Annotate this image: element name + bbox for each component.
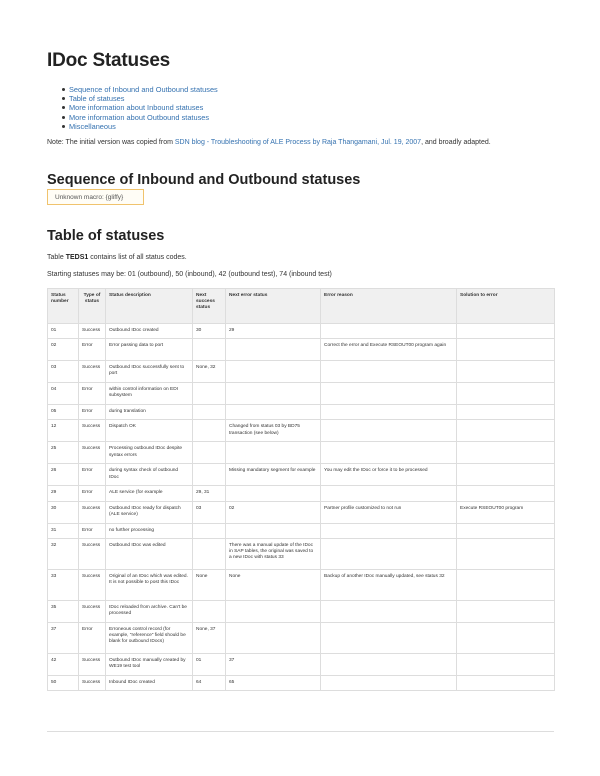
- col-error-reason-cell: [321, 361, 457, 383]
- col-error-reason-cell: [321, 486, 457, 501]
- col-next-success-cell: [193, 464, 226, 486]
- col-status-number-cell: 35: [48, 600, 79, 622]
- col-solution-cell: [457, 538, 555, 569]
- col-next-error-header: Next error status: [226, 289, 321, 324]
- col-error-reason-cell: [321, 523, 457, 538]
- col-type-cell: Error: [79, 523, 106, 538]
- col-description-cell: Dispatch OK: [106, 420, 193, 442]
- col-description-cell: Inbound IDoc created: [106, 675, 193, 690]
- col-next-error-cell: [226, 622, 321, 653]
- col-solution-cell: [457, 675, 555, 690]
- toc-item: [69, 113, 218, 122]
- col-solution-cell: [457, 361, 555, 383]
- table-row: [48, 420, 555, 442]
- col-solution-cell: [457, 339, 555, 361]
- col-error-reason-cell: [321, 420, 457, 442]
- col-description-cell: during translation: [106, 405, 193, 420]
- section-heading-sequence: Sequence of Inbound and Outbound statuses: [47, 172, 361, 188]
- col-status-number-cell: 25: [48, 442, 79, 464]
- table-body: [48, 324, 555, 691]
- col-next-error-cell: [226, 442, 321, 464]
- col-next-error-cell: 37: [226, 653, 321, 675]
- col-status-number-cell: 02: [48, 339, 79, 361]
- col-error-reason-cell: [321, 653, 457, 675]
- col-status-number-header: Status number: [48, 289, 79, 324]
- toc-item: [69, 94, 218, 103]
- col-next-error-cell: [226, 486, 321, 501]
- col-solution-cell: [457, 486, 555, 501]
- col-type-cell: Success: [79, 361, 106, 383]
- col-solution-header: Solution to error: [457, 289, 555, 324]
- col-next-success-cell: 64: [193, 675, 226, 690]
- table-row: [48, 486, 555, 501]
- col-type-cell: Error: [79, 383, 106, 405]
- table-row: [48, 361, 555, 383]
- toc-link-outbound[interactable]: More information about Outbound statuses: [69, 112, 210, 122]
- table-row: [48, 501, 555, 523]
- col-solution-cell: Execute RSEOUT00 program: [457, 501, 555, 523]
- col-next-error-cell: [226, 383, 321, 405]
- col-type-header: Type of status: [79, 289, 106, 324]
- col-next-success-cell: 29, 31: [193, 486, 226, 501]
- table-row: [48, 383, 555, 405]
- col-solution-cell: [457, 420, 555, 442]
- col-status-number-cell: 05: [48, 405, 79, 420]
- col-status-number-cell: 26: [48, 464, 79, 486]
- col-next-success-cell: [193, 405, 226, 420]
- toc-link-inbound[interactable]: More information about Inbound statuses: [69, 103, 204, 113]
- table-row: [48, 653, 555, 675]
- col-type-cell: Error: [79, 339, 106, 361]
- col-next-success-cell: None: [193, 569, 226, 600]
- col-description-cell: ALE service (for example: [106, 486, 193, 501]
- col-solution-cell: [457, 324, 555, 339]
- source-note: [47, 139, 491, 146]
- col-next-success-cell: [193, 600, 226, 622]
- col-error-reason-cell: [321, 442, 457, 464]
- col-description-cell: Erroneous control record (for example, "reference" field should be blank for outbound IDocs): [106, 622, 193, 653]
- col-description-cell: Outbound IDoc ready for dispatch (ALE service): [106, 501, 193, 523]
- col-description-cell: Error passing data to port: [106, 339, 193, 361]
- col-solution-cell: [457, 569, 555, 600]
- col-description-cell: IDoc reloaded from archive. Can't be processed: [106, 600, 193, 622]
- table-row: [48, 523, 555, 538]
- col-next-success-cell: [193, 538, 226, 569]
- table-intro: Table TEDS1 contains list of all status codes.: [47, 254, 187, 261]
- col-next-success-cell: [193, 383, 226, 405]
- col-status-number-cell: 03: [48, 361, 79, 383]
- col-next-error-cell: Changed from status 03 by BD75 transaction (see below): [226, 420, 321, 442]
- table-row: [48, 600, 555, 622]
- col-solution-cell: [457, 405, 555, 420]
- col-error-reason-cell: [321, 405, 457, 420]
- col-next-error-cell: [226, 405, 321, 420]
- note-suffix: , and broadly adapted.: [421, 139, 491, 146]
- col-status-number-cell: 37: [48, 622, 79, 653]
- col-description-cell: during syntax check of outbound IDoc: [106, 464, 193, 486]
- col-solution-cell: [457, 600, 555, 622]
- col-description-cell: Outbound IDoc created: [106, 324, 193, 339]
- col-description-header: Status description: [106, 289, 193, 324]
- table-row: [48, 464, 555, 486]
- col-next-success-cell: 01: [193, 653, 226, 675]
- table-row: [48, 442, 555, 464]
- col-status-number-cell: 29: [48, 486, 79, 501]
- table-row: [48, 622, 555, 653]
- col-status-number-cell: 50: [48, 675, 79, 690]
- col-next-error-cell: 65: [226, 675, 321, 690]
- toc-item: [69, 85, 218, 94]
- col-type-cell: Success: [79, 675, 106, 690]
- toc-item: [69, 103, 218, 112]
- table-row: [48, 405, 555, 420]
- table-row: [48, 569, 555, 600]
- table-row: [48, 538, 555, 569]
- col-solution-cell: [457, 442, 555, 464]
- col-type-cell: Success: [79, 538, 106, 569]
- col-description-cell: Outbound IDoc manually created by WE19 test tool: [106, 653, 193, 675]
- col-next-success-cell: [193, 523, 226, 538]
- unknown-macro-box: Unknown macro: {gliffy}: [47, 189, 144, 205]
- col-solution-cell: [457, 653, 555, 675]
- col-type-cell: Success: [79, 442, 106, 464]
- sdn-blog-link[interactable]: SDN blog - Troubleshooting of ALE Process by Raja Thangamani, Jul. 19, 2007: [174, 139, 422, 146]
- toc-link-sequence[interactable]: Sequence of Inbound and Outbound statuses: [69, 85, 218, 94]
- table-row: [48, 675, 555, 690]
- col-solution-cell: [457, 622, 555, 653]
- starting-statuses: Starting statuses may be: 01 (outbound), 50 (inbound), 42 (outbound test), 74 (inbound test): [47, 271, 332, 278]
- table-row: [48, 339, 555, 361]
- col-status-number-cell: 12: [48, 420, 79, 442]
- col-next-success-cell: 30: [193, 324, 226, 339]
- col-next-success-header: Next success status: [193, 289, 226, 324]
- col-next-success-cell: None, 37: [193, 622, 226, 653]
- col-next-error-cell: [226, 600, 321, 622]
- col-description-cell: Original of an IDoc which was edited. It is not possible to post this IDoc: [106, 569, 193, 600]
- col-type-cell: Success: [79, 569, 106, 600]
- col-description-cell: Processing outbound IDoc despite syntax errors: [106, 442, 193, 464]
- col-next-error-cell: [226, 339, 321, 361]
- col-status-number-cell: 01: [48, 324, 79, 339]
- status-table: [47, 288, 555, 691]
- col-next-success-cell: [193, 420, 226, 442]
- table-of-contents: [47, 85, 218, 131]
- col-next-success-cell: None, 32: [193, 361, 226, 383]
- col-type-cell: Success: [79, 420, 106, 442]
- col-error-reason-cell: [321, 675, 457, 690]
- section-heading-table: Table of statuses: [47, 228, 165, 244]
- col-type-cell: Success: [79, 653, 106, 675]
- col-error-reason-cell: [321, 538, 457, 569]
- col-type-cell: Error: [79, 486, 106, 501]
- col-error-reason-cell: Correct the error and Execute RSEOUT00 program again: [321, 339, 457, 361]
- col-error-reason-cell: You may edit the IDoc or force it to be processed: [321, 464, 457, 486]
- col-next-success-cell: 03: [193, 501, 226, 523]
- col-status-number-cell: 30: [48, 501, 79, 523]
- col-next-error-cell: None: [226, 569, 321, 600]
- col-error-reason-cell: [321, 324, 457, 339]
- col-type-cell: Error: [79, 464, 106, 486]
- col-next-error-cell: 02: [226, 501, 321, 523]
- col-status-number-cell: 32: [48, 538, 79, 569]
- col-error-reason-header: Error reason: [321, 289, 457, 324]
- col-status-number-cell: 33: [48, 569, 79, 600]
- col-status-number-cell: 42: [48, 653, 79, 675]
- col-next-error-cell: 29: [226, 324, 321, 339]
- table-row: [48, 324, 555, 339]
- col-solution-cell: [457, 383, 555, 405]
- col-description-cell: no further processing: [106, 523, 193, 538]
- table-header-row: [48, 289, 555, 324]
- col-type-cell: Error: [79, 405, 106, 420]
- col-next-error-cell: Missing mandatory segment for example: [226, 464, 321, 486]
- col-error-reason-cell: Backup of another IDoc manually updated, see status 32: [321, 569, 457, 600]
- table-name: TEDS1: [65, 254, 89, 261]
- toc-link-table[interactable]: Table of statuses: [69, 94, 125, 104]
- note-prefix: Note: The initial version was copied from: [47, 139, 175, 146]
- col-next-error-cell: [226, 361, 321, 383]
- col-description-cell: within control information on EDI subsystem: [106, 383, 193, 405]
- col-next-success-cell: [193, 339, 226, 361]
- col-error-reason-cell: Partner profile customized to not run: [321, 501, 457, 523]
- col-description-cell: Outbound IDoc successfully sent to port: [106, 361, 193, 383]
- toc-link-misc[interactable]: Miscellaneous: [69, 121, 116, 131]
- col-solution-cell: [457, 523, 555, 538]
- col-next-error-cell: [226, 523, 321, 538]
- footer-divider: [47, 731, 554, 732]
- col-solution-cell: [457, 464, 555, 486]
- col-error-reason-cell: [321, 622, 457, 653]
- col-type-cell: Success: [79, 501, 106, 523]
- col-next-success-cell: [193, 442, 226, 464]
- toc-item: [69, 122, 218, 131]
- col-error-reason-cell: [321, 383, 457, 405]
- col-status-number-cell: 31: [48, 523, 79, 538]
- col-description-cell: Outbound IDoc was edited: [106, 538, 193, 569]
- page-title: IDoc Statuses: [47, 50, 171, 71]
- col-type-cell: Error: [79, 622, 106, 653]
- col-next-error-cell: There was a manual update of the IDoc in SAP tables, the original was saved to a new IDoc with status 33: [226, 538, 321, 569]
- col-type-cell: Success: [79, 324, 106, 339]
- col-type-cell: Success: [79, 600, 106, 622]
- col-error-reason-cell: [321, 600, 457, 622]
- col-status-number-cell: 04: [48, 383, 79, 405]
